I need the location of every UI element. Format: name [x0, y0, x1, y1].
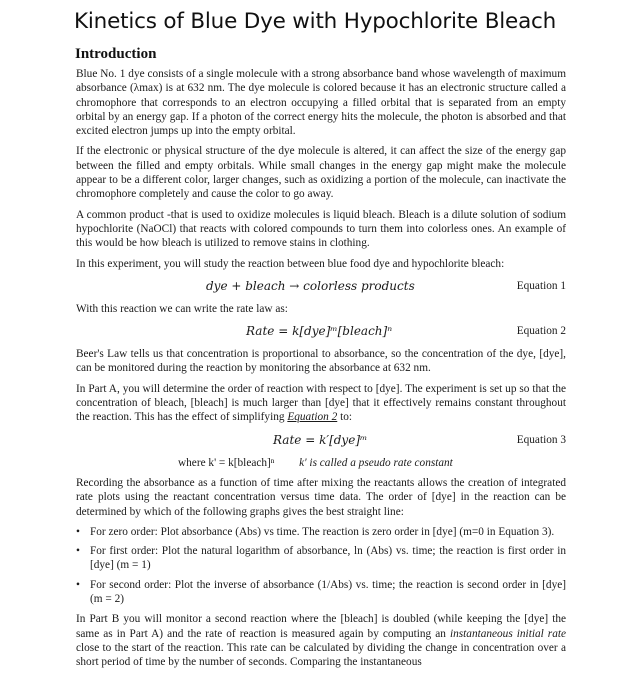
paragraph-dye-chromophore: Blue No. 1 dye consists of a single molecule with a strong absorbance band whose wavelength of maximum absorbance (λmax) is at 632 nm. The dye molecule is colored because it has an electronic structure called a chromophore that corresponds to an electron occupying a filled orbital that is separated from an empty orbital by an energy gap. If a photon of the correct energy hits the molecule, the photon is absorbed and that excited electron jumps up into the empty orbital. — [76, 68, 566, 138]
part-b-text-end: close to the start of the reaction. This rate can be calculated by dividing the change in concentration over a short period of time by the number of seconds. Comparing the instantaneous — [76, 641, 566, 669]
equation-3 — [76, 431, 566, 450]
paragraph-part-a — [76, 382, 566, 425]
bullet-icon: • — [76, 578, 80, 591]
section-heading-introduction: Introduction — [75, 46, 157, 62]
paragraph-experiment-intro: In this experiment, you will study the reaction between blue food dye and hypochlorite bleach: — [76, 257, 505, 270]
paragraph-part-b — [76, 612, 566, 669]
equation-3-expression: Rate = k′[dye]ᵐ — [273, 432, 368, 447]
equation-1 — [76, 277, 566, 296]
bullet-icon: • — [76, 545, 80, 558]
equation-2-reference: Equation 2 — [287, 411, 338, 424]
document-title: Kinetics of Blue Dye with Hypochlorite Bleach — [74, 9, 557, 34]
equation-1-label: Equation 1 — [516, 279, 566, 292]
list-item-text: For zero order: Plot absorbance (Abs) vs time. The reaction is zero order in [dye] (m=0 in Equation 3). — [90, 525, 555, 538]
equation-2-expression: Rate = k[dye]ᵐ[bleach]ⁿ — [246, 324, 393, 339]
paragraph-bleach: A common product -that is used to oxidize molecules is liquid bleach. Bleach is a dilute solution of sodium hypochlorite (NaOCl) that reacts with colored compounds to turn them into colorless ones. An example of this would be how bleach is utilized to remove stains in clothing. — [76, 208, 566, 250]
equation-1-expression: dye + bleach → colorless products — [206, 278, 415, 293]
pseudo-rate-constant-line — [76, 456, 566, 470]
list-item-text: For second order: Plot the inverse of absorbance (1/Abs) vs. time; the reaction is second order in [dye] (m = 2) — [90, 578, 566, 606]
order-list — [76, 525, 566, 606]
paragraph-energy-gap: If the electronic or physical structure of the dye molecule is altered, it can affect the size of the energy gap between the filled and empty orbitals. While small changes in the energy gap might make the molecule appear to be a different color, larger changes, such as oxidizing a portion of the molecule, can inactivate the chromophore completely and cause the color to go away. — [76, 145, 566, 201]
equation-2 — [76, 322, 566, 341]
list-item-text: For first order: Plot the natural logarithm of absorbance, ln (Abs) vs. time; the reaction is first order in [dye] (m = 1) — [90, 545, 566, 572]
bullet-icon: • — [76, 525, 80, 538]
paragraph-rate-law-intro: With this reaction we can write the rate law as: — [76, 302, 288, 315]
list-item-zero-order — [76, 525, 566, 539]
paragraph-beers-law: Beer's Law tells us that concentration is proportional to absorbance, so the concentration of the dye, [dye], can be monitored during the reaction by monitoring the absorbance at 632 nm. — [76, 348, 566, 375]
pseudo-rate-constant-definition: where k' = k[bleach]ⁿ — [178, 456, 275, 469]
list-item-second-order — [76, 578, 566, 607]
document-body — [76, 67, 566, 676]
part-a-text-end: to: — [337, 411, 352, 424]
pseudo-rate-constant-note: k' is called a pseudo rate constant — [299, 456, 453, 469]
part-b-text-start: In Part B you will monitor a second reaction where the [bleach] is doubled (while keeping the [dye] the same as in Part A) and the rate of reaction is measured again by computing an — [76, 613, 566, 640]
equation-3-label: Equation 3 — [516, 433, 566, 446]
list-item-first-order — [76, 544, 566, 573]
equation-2-label: Equation 2 — [516, 325, 566, 338]
paragraph-integrated-rate: Recording the absorbance as a function of time after mixing the reactants allows the creation of integrated rate plots using the reactant concentration versus time data. The order of [dye] in the reaction can be determined by which of the following graphs gives the best straight line: — [76, 476, 566, 518]
part-a-text-start: In Part A, you will determine the order of reaction with respect to [dye]. The experiment is set up so that the concentration of bleach, [bleach] is much larger than [dye] that it effectively remains constant throughout the reaction. This has the effect of simplifying — [76, 382, 566, 424]
instantaneous-initial-rate-term: instantaneous initial rate — [449, 627, 567, 640]
